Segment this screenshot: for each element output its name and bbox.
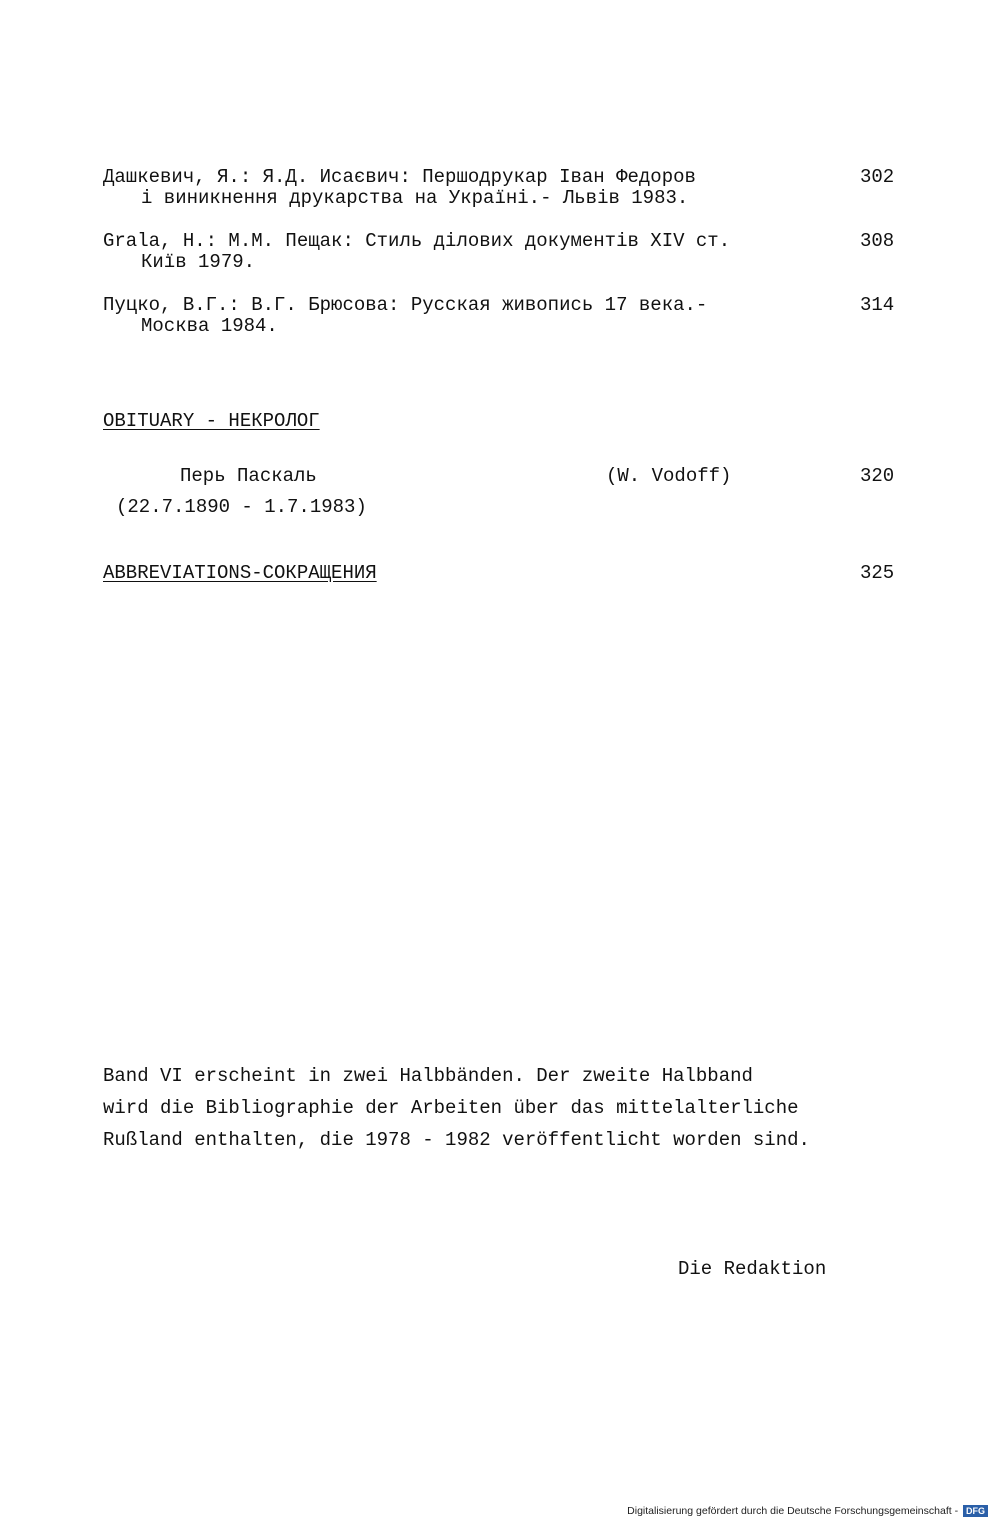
obituary-dates: (22.7.1890 - 1.7.1983) [116, 496, 367, 518]
note-line-2: wird die Bibliographie der Arbeiten über das mittelalterliche [103, 1097, 799, 1119]
obituary-page-number: 320 [860, 465, 895, 487]
entry-3-continuation: Москва 1984. [141, 315, 278, 337]
abbreviations-heading: ABBREVIATIONS-СОКРАЩЕНИЯ [103, 562, 377, 584]
entry-3-page-number: 314 [860, 294, 895, 316]
obituary-name: Перь Паскаль [180, 465, 317, 487]
note-line-3: Rußland enthalten, die 1978 - 1982 veröffentlicht worden sind. [103, 1129, 810, 1151]
digitization-footer [627, 1505, 988, 1518]
entry-1-continuation: i виникнення друкарства на Українi.- Львiв 1983. [141, 187, 689, 209]
entry-2-continuation: Київ 1979. [141, 251, 256, 273]
obituary-heading: OBITUARY - НЕКРОЛОГ [103, 410, 320, 432]
entry-2-title: Grala, H.: М.М. Пещак: Стиль дiлових документiв XIV ст. [103, 230, 731, 252]
obituary-author: (W. Vodoff) [606, 465, 732, 487]
entry-2-page-number: 308 [860, 230, 895, 252]
note-line-1: Band VI erscheint in zwei Halbbänden. Der zweite Halbband [103, 1065, 753, 1087]
entry-1-page-number: 302 [860, 166, 895, 188]
entry-1-title: Дашкевич, Я.: Я.Д. Исаєвич: Першодрукар Iван Федоров [103, 166, 696, 188]
entry-3-title: Пуцко, В.Г.: В.Г. Брюсова: Русская живопись 17 века.- [103, 294, 708, 316]
signature: Die Redaktion [678, 1258, 827, 1280]
dfg-logo: DFG [963, 1505, 988, 1517]
abbreviations-page-number: 325 [860, 562, 895, 584]
digitization-footer-text: Digitalisierung gefördert durch die Deutsche Forschungsgemeinschaft - [627, 1505, 959, 1517]
